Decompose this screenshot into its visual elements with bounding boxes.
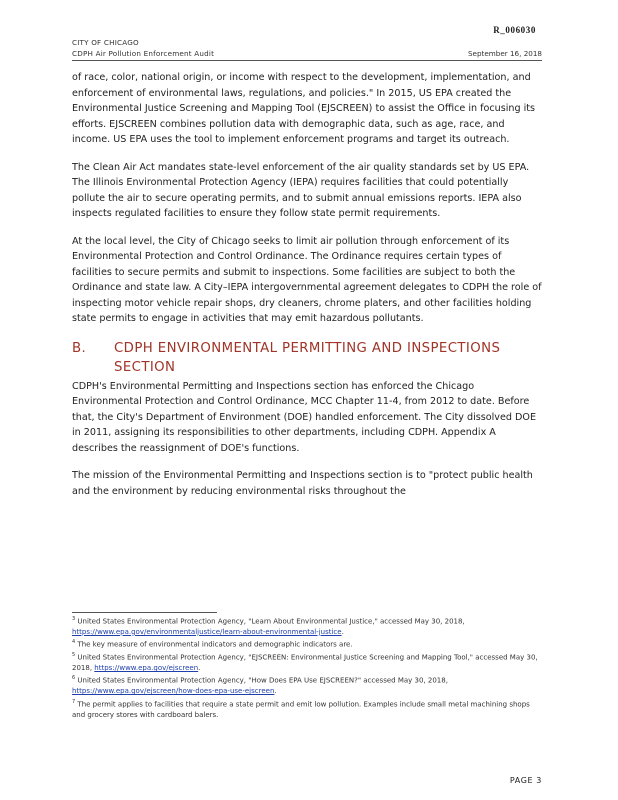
footnote: $^7$ The permit applies to facilities that require a state permit and emit low pollution. Examples include small metal machining shops and grocery stores with cardboard balers. (72, 698, 530, 719)
section-title: CDPH ENVIRONMENTAL PERMITTING AND INSPECTIONS SECTION (114, 340, 501, 375)
header-date: September 16, 2018 (467, 48, 542, 58)
footnote: $^4$ The key measure of environmental indicators and demographic indicators are. (72, 639, 353, 649)
footnote-link[interactable]: https://www.epa.gov/environmentaljustice/learn-about-environmental-justice (72, 627, 342, 636)
footnote-link[interactable]: https://www.epa.gov/ejscreen/how-does-epa-use-ejscreen (72, 687, 275, 696)
footnote: $^3$ United States Environmental Protection Agency, "Learn About Environmental Justice," accessed May 30, 2018, https://www.epa.gov/environmentaljustice/learn-about-environmental-justice. (72, 616, 465, 636)
paragraph-cdph-section: CDPH's Environmental Permitting and Inspections section has enforced the Chicago Environmental Protection and Control Ordinance, MCC Chapter 11-4, from 2012 to date. Before that, the City's Department of Environment (DOE) handled enforcement. The City dissolved DOE in 2011, assigning its responsibilities to other departments, including CDPH. Appendix A describes the reassignment of DOE's functions. (72, 380, 537, 454)
header-report-title: CDPH Air Pollution Enforcement Audit (72, 48, 215, 58)
footnote: $^5$ United States Environmental Protection Agency, "EJSCREEN: Environmental Justice Screening and Mapping Tool," accessed May 30, 2018, https://www.epa.gov/ejscreen. (72, 652, 538, 672)
running-header (72, 38, 214, 59)
paragraph-mission: The mission of the Environmental Permitting and Inspections section is to "protect public health and the environment by reducing environmental risks throughout the (72, 470, 533, 497)
footnote-divider (72, 612, 217, 613)
bates-number: R_006030 (493, 25, 536, 35)
paragraph-ej-office: of race, color, national origin, or income with respect to the development, implementation, and enforcement of environmental laws, regulations, and policies." In 2015, US EPA created the Environmental Justice Screening and Mapping Tool (EJSCREEN) to assist the Office in focusing its efforts. EJSCREEN combines pollution data with demographic data, such as age, race, and income. US EPA uses the tool to implement enforcement programs and target its outreach. (72, 72, 536, 145)
footnote-link[interactable]: https://www.epa.gov/ejscreen (94, 663, 199, 672)
footnote: $^6$ United States Environmental Protection Agency, "How Does EPA Use EJSCREEN?" accessed May 30, 2018, https://www.epa.gov/ejscreen/how-does-epa-use-ejscreen. (72, 675, 448, 696)
paragraph-clean-air-act: The Clean Air Act mandates state-level enforcement of the air quality standards set by US EPA. The Illinois Environmental Protection Agency (IEPA) requires facilities that could potentially pollute the air to secure operating permits, and to submit annual emissions reports. IEPA also inspects regulated facilities to ensure they follow state permit requirements. (72, 161, 530, 219)
header-divider (72, 60, 542, 61)
section-letter: B. (72, 340, 87, 356)
header-org: CITY OF CHICAGO (72, 38, 139, 47)
page-number: PAGE 3 (509, 776, 542, 785)
main-body (72, 70, 542, 511)
footnotes (72, 614, 542, 720)
section-heading (72, 339, 542, 377)
paragraph-local-level: At the local level, the City of Chicago seeks to limit air pollution through enforcement of its Environmental Protection and Control Ordinance. The Ordinance requires certain types of facilities to secure permits and submit to inspections. Some facilities are subject to both the Ordinance and state law. A City–IEPA intergovernmental agreement delegates to CDPH the role of inspecting motor vehicle repair shops, dry cleaners, chrome platers, and other facilities holding state permits to engage in activities that may emit hazardous pollutants. (72, 235, 542, 324)
